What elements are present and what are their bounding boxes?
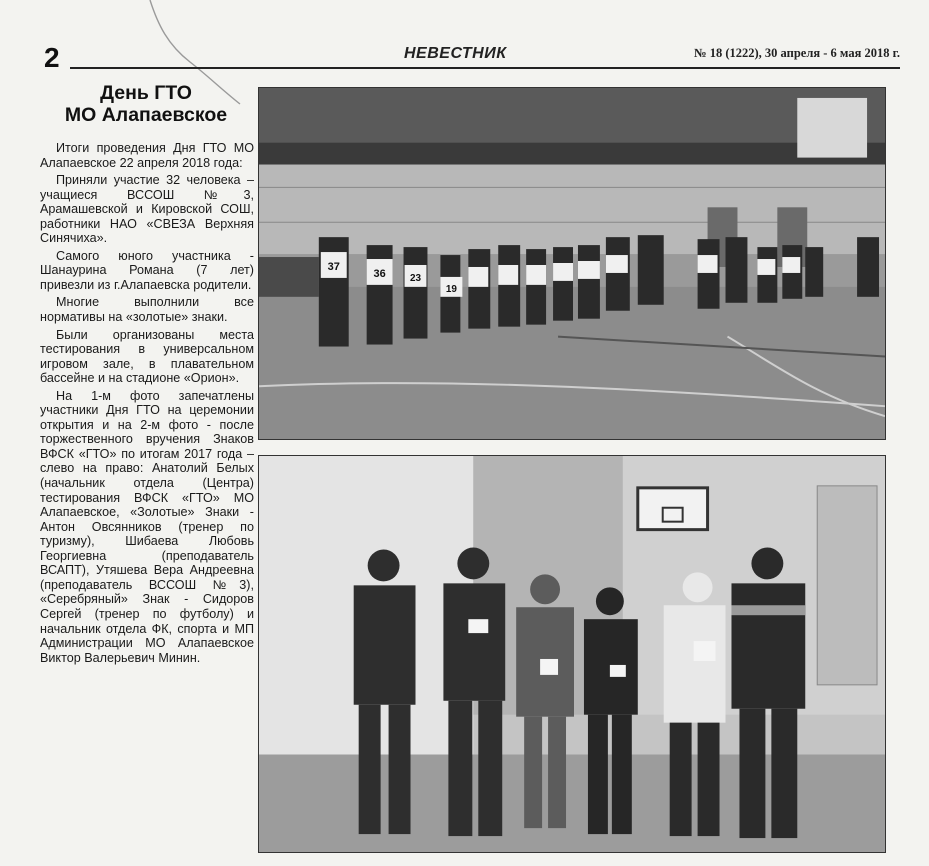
bib-number: 19 bbox=[445, 283, 457, 295]
newspaper-name: НЕВЕСТНИК bbox=[404, 45, 507, 62]
photo-award-ceremony-image bbox=[259, 456, 885, 852]
article-paragraph: Были организованы места тестирования в универсальном игровом зале, в плавательном бассейне и на стадионе «Орион». bbox=[40, 327, 254, 386]
article-paragraph: Итоги проведения Дня ГТО МО Алапаевское 22 апреля 2018 года: bbox=[40, 141, 254, 170]
bib-number: 36 bbox=[373, 267, 386, 280]
page-header bbox=[40, 40, 900, 72]
header-rule bbox=[70, 67, 900, 69]
article-paragraph: На 1-м фото запечатлены участники Дня ГТО на церемонии открытия и на 2-м фото - после торжественного вручения Знаков ВФСК «ГТО» по итогам 2017 года – слево на право: Анатолий Белых (начальник отдела (Центра) тестирования ВФСК «ГТО» МО Алапаевское, «Золотые» Знаки - Антон Овсянников (тренер по туризму), Шибаева Любовь Георгиевна (преподаватель ВСАПТ), Утяшева Вера Андреевна (преподаватель ВССОШ №3), «Серебряный» Знак - Сидоров Сергей (тренер по футболу) и начальник отдела ФК, спорта и МП Администрации МО Алапаевское Виктор Валерьевич Минин. bbox=[40, 388, 254, 665]
article-paragraph: Приняли участие 32 человека – учащиеся ВССОШ №3, Арамашевской и Кировской СОШ, работники НАО «СВЕЗА Верхняя Синячиха». bbox=[40, 173, 254, 246]
article-title-line-2: МО Алапаевское bbox=[64, 104, 228, 126]
photo-opening-ceremony bbox=[258, 87, 886, 440]
article-paragraph: Многие выполнили все нормативы на «золотые» знаки. bbox=[40, 295, 254, 325]
article-body bbox=[40, 141, 254, 668]
photo-award-ceremony bbox=[258, 455, 886, 853]
article-title bbox=[40, 82, 252, 126]
bib-number: 37 bbox=[327, 260, 340, 273]
photo-opening-ceremony-image bbox=[259, 88, 885, 439]
article-title-line-1: День ГТО bbox=[100, 82, 192, 104]
article-paragraph: Самого юного участника - Шанаурина Романа (7 лет) привезли из г.Алапаевска родители. bbox=[40, 248, 254, 292]
bib-number: 23 bbox=[409, 272, 422, 284]
issue-info: № 18 (1222), 30 апреля - 6 мая 2018 г. bbox=[694, 46, 900, 60]
page-number: 2 bbox=[44, 42, 60, 73]
